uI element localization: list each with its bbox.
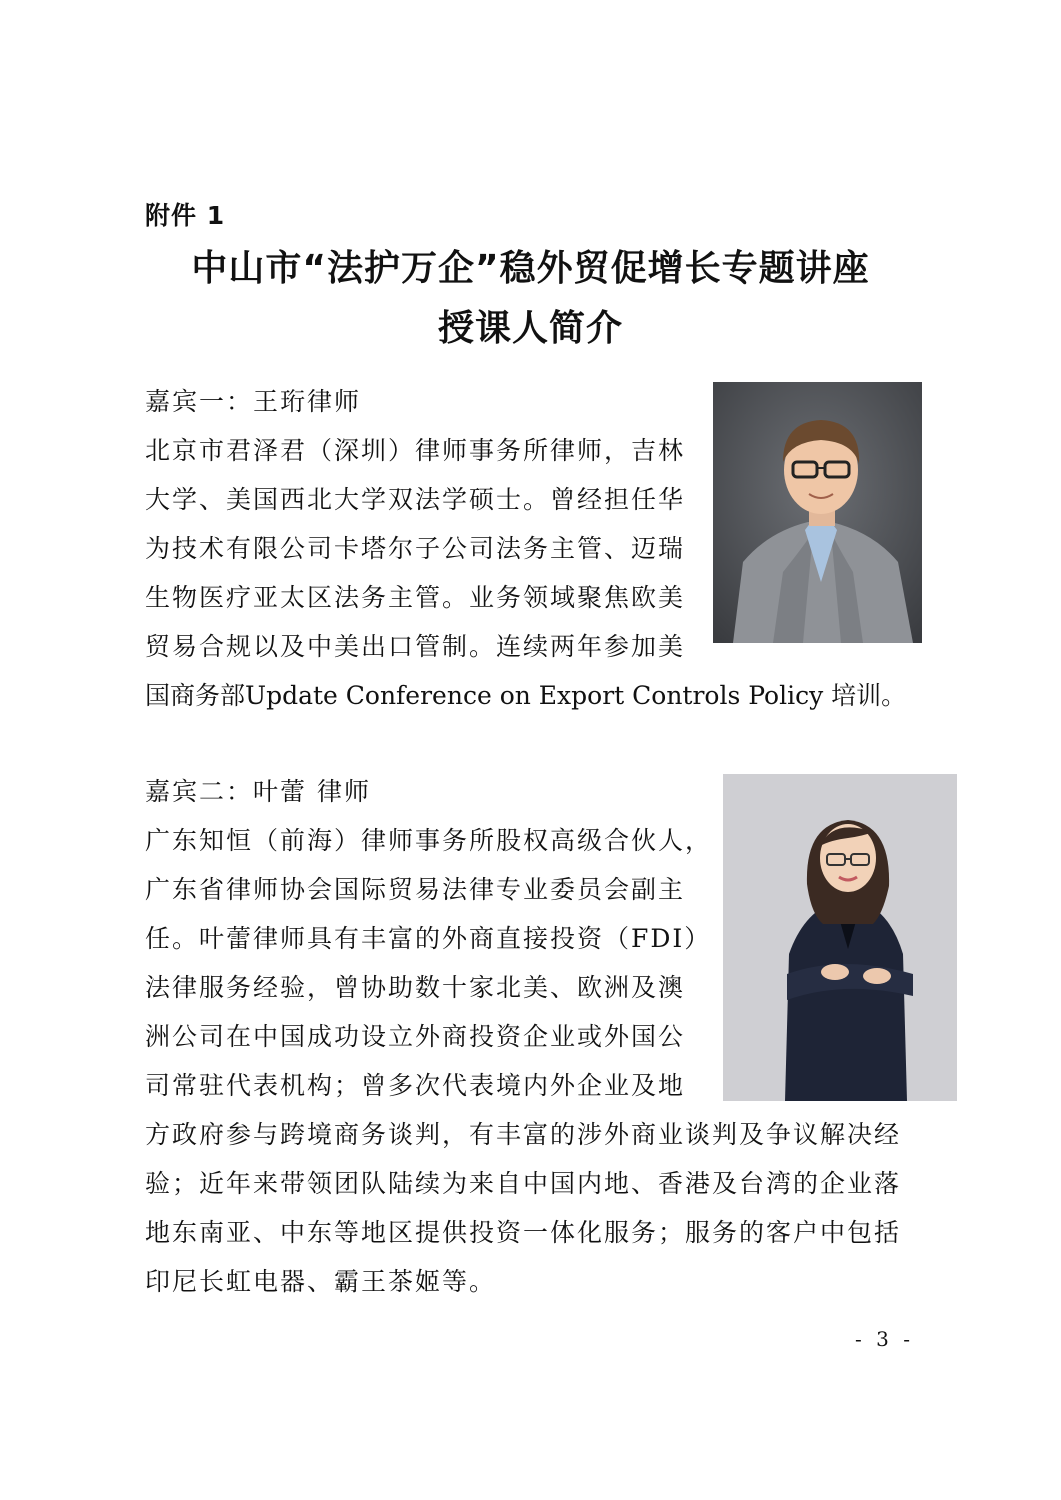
guest1-bio-line: 贸易合规以及中美出口管制。连续两年参加美 [145,632,686,661]
guest1-bio-line: 生物医疗亚太区法务主管。业务领域聚焦欧美 [145,583,686,612]
guest2-bio-line: 印尼长虹电器、霸王茶姬等。 [145,1267,497,1296]
guest2-bio-line: 广东知恒（前海）律师事务所股权高级合伙人， [145,826,713,855]
guest2-bio-line: 任。叶蕾律师具有丰富的外商直接投资（FDI） [145,924,712,953]
guest2-bio-line: 验；近年来带领团队陆续为来自中国内地、香港及台湾的企业落 [145,1169,902,1198]
guest2-bio-line: 广东省律师协会国际贸易法律专业委员会副主 [145,875,686,904]
guest2-bio-line: 法律服务经验，曾协助数十家北美、欧洲及澳 [145,973,686,1002]
guest2-heading: 嘉宾二：叶蕾 律师 [145,777,371,806]
guest2-photo [723,774,957,1101]
page-number: - 3 - [855,1327,914,1351]
guest1-bio-line: 大学、美国西北大学双法学硕士。曾经担任华 [145,485,686,514]
document-title: 中山市“法护万企”稳外贸促增长专题讲座 [191,248,870,289]
guest1-heading: 嘉宾一：王珩律师 [145,387,362,416]
guest1-bio-line: 为技术有限公司卡塔尔子公司法务主管、迈瑞 [145,534,686,563]
guest2-bio-line: 司常驻代表机构；曾多次代表境内外企业及地 [145,1071,686,1100]
guest2-bio-line: 地东南亚、中东等地区提供投资一体化服务；服务的客户中包括 [145,1218,902,1247]
guest2-bio-line: 方政府参与跨境商务谈判，有丰富的涉外商业谈判及争议解决经 [145,1120,902,1149]
guest1-photo [713,382,922,643]
guest1-bio-line: 北京市君泽君（深圳）律师事务所律师，吉林 [145,436,686,465]
document-subtitle: 授课人简介 [437,308,623,349]
guest2-bio-line: 洲公司在中国成功设立外商投资企业或外国公 [145,1022,686,1051]
attachment-label: 附件 1 [145,201,226,230]
guest1-bio-line: 国商务部Update Conference on Export Controls Policy 培训。 [145,681,907,710]
